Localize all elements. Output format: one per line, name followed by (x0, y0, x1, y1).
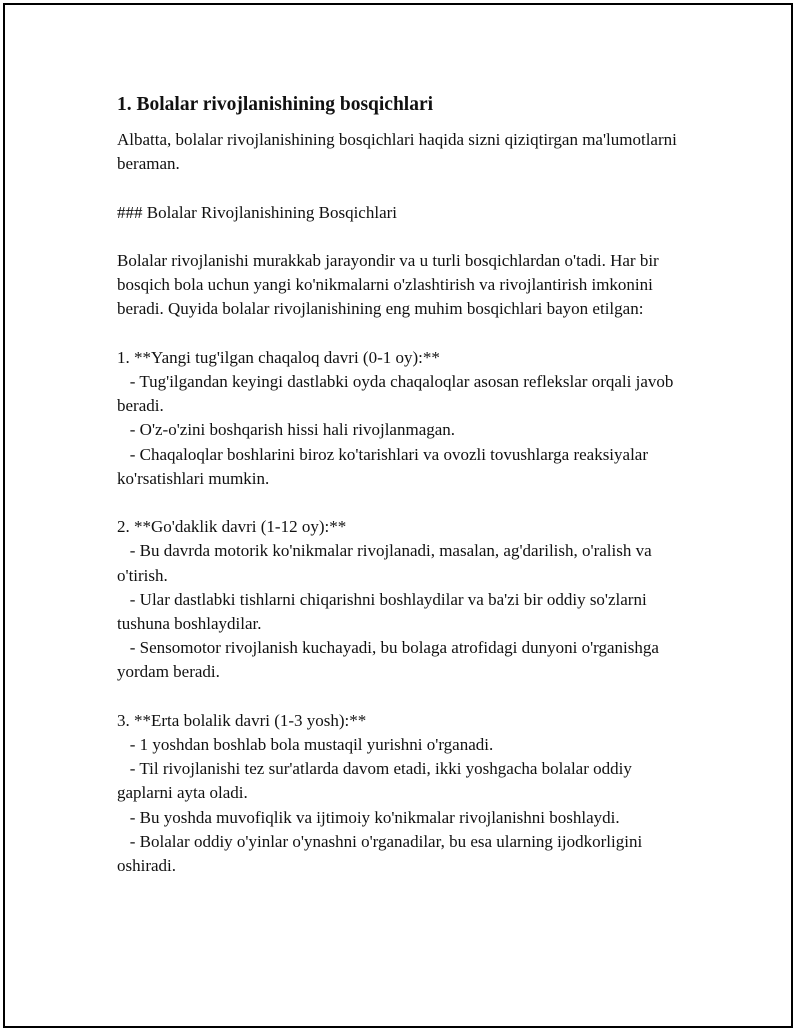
stage-section (117, 515, 687, 684)
stage-heading: 3. **Erta bolalik davri (1-3 yosh):** (117, 710, 367, 730)
overview-paragraph: Bolalar rivojlanishi murakkab jarayondir va u turli bosqichlardan o'tadi. Har bir bosqich bola uchun yangi ko'nikmalarni o'zlashtirish va rivojlantirish imkonini beradi. Quyida bolalar rivojlanishining eng muhim bosqichlari bayon etilgan: (117, 250, 663, 319)
markdown-heading: ### Bolalar Rivojlanishining Bosqichlari (117, 202, 398, 222)
stage-bullet: - Chaqaloqlar boshlarini biroz ko'tarishlari va ovozli tovushlarga reaksiyalar ko'rsatishlari mumkin. (117, 444, 653, 488)
stage-bullet: - Ular dastlabki tishlarni chiqarishni boshlaydilar va ba'zi bir oddiy so'zlarni tushuna boshlaydilar. (117, 589, 651, 633)
stage-bullet: - Sensomotor rivojlanish kuchayadi, bu bolaga atrofidagi dunyoni o'rganishga yordam beradi. (117, 638, 664, 682)
stage-bullet: - Bu davrda motorik ko'nikmalar rivojlanadi, masalan, ag'darilish, o'ralish va o'tirish. (117, 541, 656, 585)
stage-bullet: - 1 yoshdan boshlab bola mustaqil yurishni o'rganadi. (117, 735, 494, 754)
document-title: 1. Bolalar rivojlanishining bosqichlari (117, 94, 434, 115)
stage-section (117, 346, 687, 491)
stage-bullet: - Bu yoshda muvofiqlik va ijtimoiy ko'nikmalar rivojlanishni boshlaydi. (117, 807, 620, 827)
stage-bullet: - Til rivojlanishi tez sur'atlarda davom etadi, ikki yoshgacha bolalar oddiy gaplarni ayta oladi. (117, 759, 637, 803)
stage-bullet: - Tug'ilgandan keyingi dastlabki oyda chaqaloqlar asosan reflekslar orqali javob beradi. (117, 371, 678, 416)
intro-paragraph: Albatta, bolalar rivojlanishining bosqichlari haqida sizni qiziqtirgan ma'lumotlarni beraman. (117, 130, 682, 174)
stage-bullet: - O'z-o'zini boshqarish hissi hali rivojlanmagan. (117, 420, 456, 440)
document-body (117, 92, 687, 878)
stage-section (117, 709, 687, 878)
stage-bullet: - Bolalar oddiy o'yinlar o'ynashni o'rganadilar, bu esa ularning ijodkorligini oshiradi. (117, 831, 647, 876)
stage-heading: 2. **Go'daklik davri (1-12 oy):** (117, 517, 347, 537)
stage-heading: 1. **Yangi tug'ilgan chaqaloq davri (0-1 oy):** (117, 347, 440, 367)
